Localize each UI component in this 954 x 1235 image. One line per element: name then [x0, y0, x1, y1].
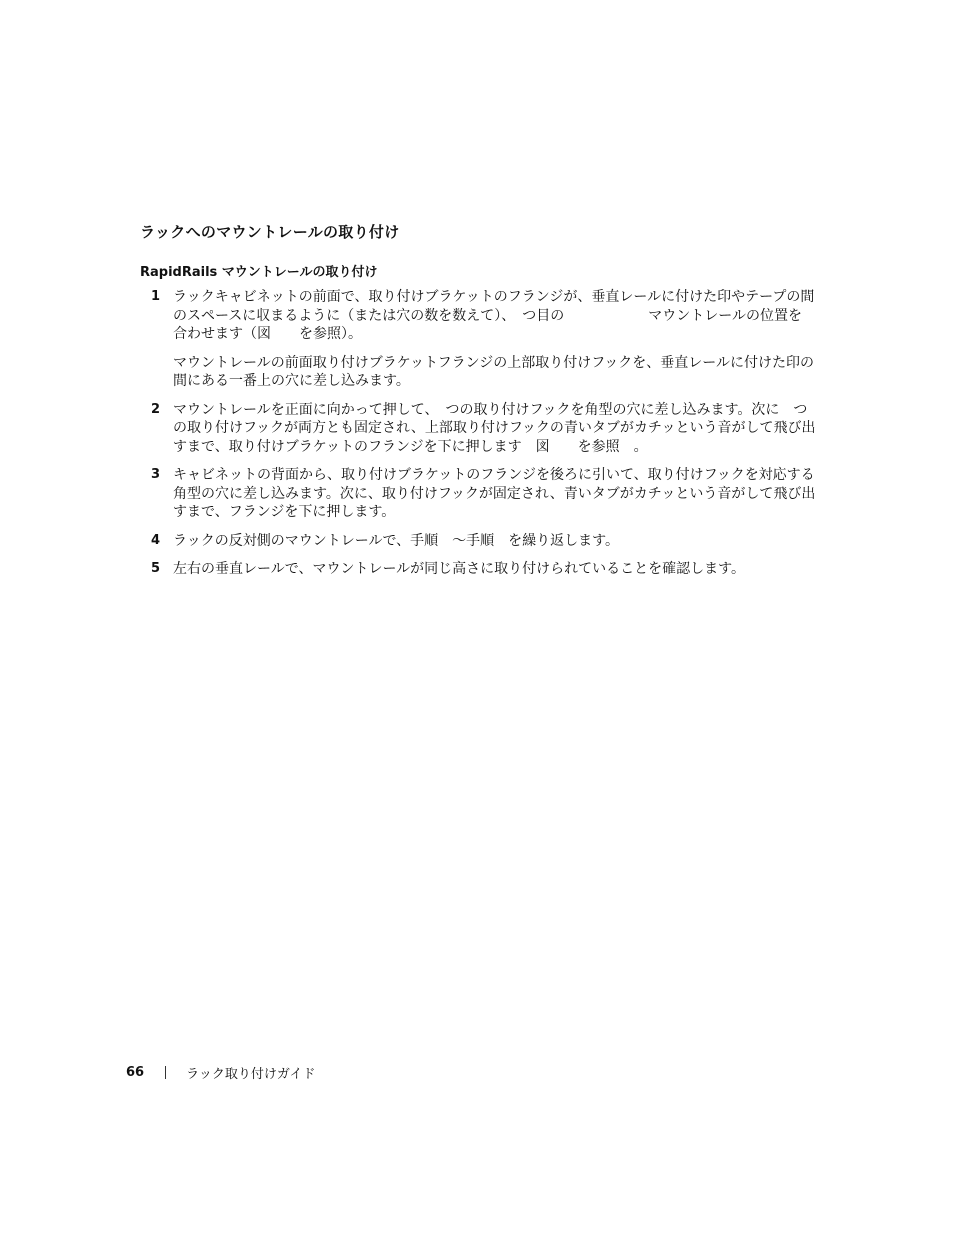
step-number: 1 — [151, 289, 161, 304]
step-number: 3 — [151, 467, 161, 482]
section-title: ラックへのマウントレールの取り付け — [140, 223, 400, 241]
step-text: マウントレールを正面に向かって押して、 つの取り付けフックを角型の穴に差し込みます。次に つの取り付けフックが両方とも固定され、上部取り付けフックの青いタブがカチッという音がして飛び出すまで、取り付けブラケットのフランジを下に押します 図 を参照 。 — [173, 401, 816, 455]
step-text: キャビネットの背面から、取り付けブラケットのフランジを後ろに引いて、取り付けフックを対応する角型の穴に差し込みます。次に、取り付けフックが固定され、青いタブがカチッという音がして飛び出すまで、フランジを下に押します。 — [173, 467, 816, 520]
step-extra-paragraph: マウントレールの前面取り付けブラケットフランジの上部取り付けフックを、垂直レールに付けた印の間にある一番上の穴に差し込みます。 — [173, 354, 814, 389]
guide-title: ラック取り付けガイド — [186, 1067, 316, 1082]
page-number: 66 — [126, 1065, 145, 1080]
step-text: ラックの反対側のマウントレールで、手順 ～手順 を繰り返します。 — [173, 532, 620, 549]
page-footer — [126, 1063, 315, 1082]
step-item-5 — [140, 560, 820, 579]
step-list — [140, 288, 820, 589]
step-number: 2 — [151, 401, 161, 417]
step-item-1 — [140, 288, 820, 391]
step-item-2 — [140, 401, 820, 457]
footer-divider — [165, 1066, 166, 1079]
step-text: 左右の垂直レールで、マウントレールが同じ高さに取り付けられていることを確認します。 — [173, 561, 746, 577]
sub-title: RapidRails マウントレールの取り付け — [140, 265, 378, 280]
step-text: ラックキャビネットの前面で、取り付けブラケットのフランジが、垂直レールに付けた印やテープの間のスペースに収まるように（または穴の数を数えて）、 つ目の マウントレールの位置を合わせます（図 を参照）。 — [173, 289, 815, 342]
step-item-4 — [140, 532, 820, 551]
step-number: 5 — [151, 561, 161, 576]
step-number: 4 — [151, 532, 161, 548]
step-item-3 — [140, 466, 820, 522]
